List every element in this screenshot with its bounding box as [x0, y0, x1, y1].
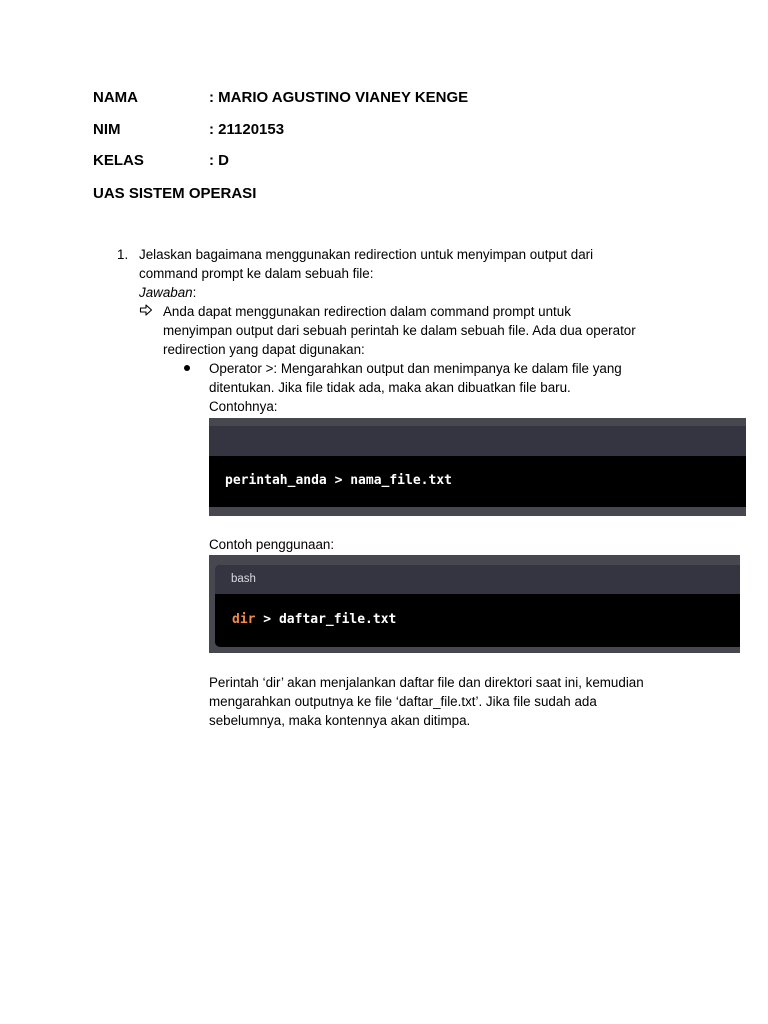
- intro-line-2: menyimpan output dari sebuah perintah ke dalam sebuah file. Ada dua operator: [163, 323, 636, 338]
- code-line: [232, 611, 396, 629]
- code-block-header: [215, 565, 740, 594]
- bullet-line-2: ditentukan. Jika file tidak ada, maka akan dibuatkan file baru.: [209, 380, 571, 395]
- question-line-2: command prompt ke dalam sebuah file:: [139, 266, 374, 281]
- nama-value: : MARIO AGUSTINO VIANEY KENGE: [209, 89, 469, 106]
- usage-label: Contoh penggunaan:: [209, 537, 335, 552]
- list-number: 1.: [117, 247, 129, 262]
- intro-line-1: Anda dapat menggunakan redirection dalam command prompt untuk: [163, 304, 571, 319]
- code-language-label: bash: [231, 573, 256, 585]
- code-block-example: [209, 418, 746, 516]
- nim-label: NIM: [93, 121, 121, 138]
- code-block-body: [209, 456, 746, 507]
- explain-line-3: sebelumnya, maka kontennya akan ditimpa.: [209, 713, 471, 728]
- kelas-label: KELAS: [93, 152, 144, 169]
- kelas-row: [93, 152, 229, 170]
- code-rest: > daftar_file.txt: [255, 612, 397, 627]
- answer-label: Jawaban: [139, 285, 193, 300]
- bullet-line-1: Operator >: Mengarahkan output dan menimpanya ke dalam file yang: [209, 361, 622, 376]
- kelas-value: : D: [209, 152, 229, 169]
- arrow-right-outline-icon: [139, 303, 153, 317]
- intro-line-3: redirection yang dapat digunakan:: [163, 342, 365, 357]
- code-block-panel: [215, 565, 740, 647]
- explain-line-2: mengarahkan outputnya ke file ‘daftar_file.txt’. Jika file sudah ada: [209, 694, 597, 709]
- nim-row: [93, 121, 284, 139]
- bullet-icon: [184, 365, 190, 371]
- code-block-usage: [209, 555, 740, 653]
- code-block-header: [209, 426, 746, 456]
- answer-heading: [139, 283, 196, 302]
- example-label: Contohnya:: [209, 399, 278, 414]
- document-title: UAS SISTEM OPERASI: [93, 185, 257, 202]
- explain-line-1: Perintah ‘dir’ akan menjalankan daftar file dan direktori saat ini, kemudian: [209, 675, 644, 690]
- answer-colon: :: [192, 285, 197, 300]
- nama-label: NAMA: [93, 89, 138, 106]
- code-keyword: dir: [232, 612, 256, 627]
- code-line: perintah_anda > nama_file.txt: [225, 473, 452, 488]
- nama-row: [93, 89, 468, 107]
- question-line-1: Jelaskan bagaimana menggunakan redirection untuk menyimpan output dari: [139, 247, 594, 262]
- nim-value: : 21120153: [209, 121, 285, 138]
